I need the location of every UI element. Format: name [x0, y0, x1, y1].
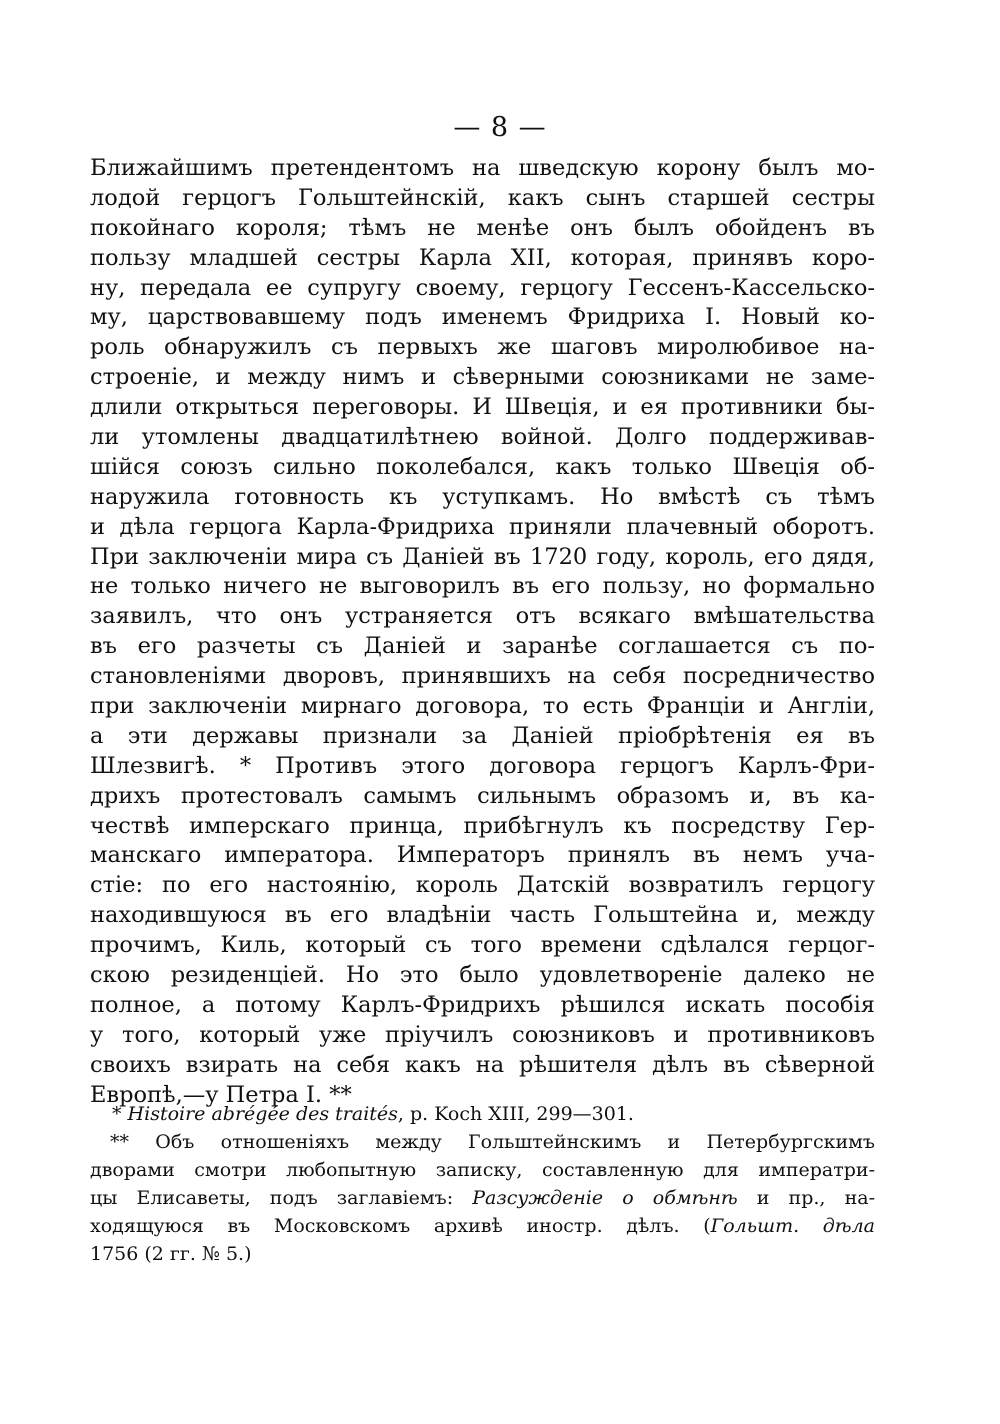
text-line: чествѣ имперскаго принца, прибѣгнулъ къ посредству Гер-: [90, 812, 875, 839]
text-line: своихъ взирать на себя какъ на рѣшителя дѣлъ въ сѣверной: [90, 1051, 875, 1078]
text-line: заявилъ, что онъ устраняется отъ всякаго вмѣшательства: [90, 603, 875, 630]
text-line: Шлезвигѣ. * Противъ этого договора герцогъ Карлъ-Фри-: [90, 752, 875, 779]
footnote-text: ходящуюся въ Московскомъ архивѣ иностр. дѣлъ. (: [90, 1215, 711, 1237]
text-line: не только ничего не выговорилъ въ его пользу, но формально: [90, 573, 875, 600]
text-line: роль обнаружилъ съ первыхъ же шаговъ миролюбивое на-: [90, 334, 875, 361]
text-line: становленіями дворовъ, принявшихъ на себя посредничество: [90, 663, 875, 690]
footnote-2-line: [90, 1212, 875, 1240]
footnotes: [90, 1100, 875, 1268]
text-line: длили открыться переговоры. И Швеція, и ея противники бы-: [90, 394, 875, 421]
footnote-text: и пр., на-: [737, 1187, 875, 1209]
text-line: лодой герцогъ Гольштейнскій, какъ сынъ старшей сестры: [90, 184, 875, 211]
footnote-marker: *: [112, 1103, 128, 1125]
main-body-text: [90, 154, 875, 1111]
footnote-2-line: 1756 (2 гг. № 5.): [90, 1243, 252, 1265]
footnote-text: цы Елисаветы, подъ заглавіемъ:: [90, 1187, 473, 1209]
text-line: шійся союзъ сильно поколебался, какъ только Швеція об-: [90, 453, 875, 480]
text-line: стіе: по его настоянію, король Датскій возвратилъ герцогу: [90, 872, 875, 899]
text-line: ну, передала ее супругу своему, герцогу Гессенъ-Кассельско-: [90, 274, 875, 301]
text-line: прочимъ, Киль, который съ того времени сдѣлался герцог-: [90, 932, 875, 959]
footnote-2-line: [90, 1184, 875, 1212]
page-number: — 8 —: [453, 112, 547, 143]
footnote-1: [90, 1100, 875, 1128]
text-line: а эти державы признали за Даніей пріобрѣтенія ея въ: [90, 722, 875, 749]
text-line: у того, который уже пріучилъ союзниковъ и противниковъ: [90, 1021, 875, 1048]
text-line: строеніе, и между нимъ и сѣверными союзниками не заме-: [90, 364, 875, 391]
text-line: му, царствовавшему подъ именемъ Фридриха I. Новый ко-: [90, 304, 875, 331]
text-line: дрихъ протестовалъ самымъ сильнымъ образомъ и, въ ка-: [90, 782, 875, 809]
text-line: Европѣ,—у Петра I. **: [90, 1081, 352, 1108]
text-line: манскаго императора. Императоръ принялъ въ немъ уча-: [90, 842, 875, 869]
text-line: покойнаго короля; тѣмъ не менѣе онъ былъ обойденъ въ: [90, 214, 875, 241]
text-line: скою резиденціей. Но это было удовлетвореніе далеко не: [90, 962, 875, 989]
text-line: въ его разчеты съ Даніей и заранѣе соглашается съ по-: [90, 633, 875, 660]
text-line: и дѣла герцога Карла-Фридриха приняли плачевный оборотъ.: [90, 513, 875, 540]
text-line: полное, а потому Карлъ-Фридрихъ рѣшился искать пособія: [90, 991, 875, 1018]
footnote-2-line: ** Объ отношеніяхъ между Гольштейнскимъ и Петербургскимъ: [110, 1131, 875, 1153]
footnote-title: Гольшт. дѣла: [710, 1215, 875, 1237]
footnote-title: Разсужденіе о обмѣнѣ: [472, 1187, 738, 1209]
footnote-2-line: дворами смотри любопытную записку, составленную для императри-: [90, 1159, 875, 1181]
text-line: Ближайшимъ претендентомъ на шведскую корону былъ мо-: [90, 155, 875, 181]
footnote-title: Histoire abrégée des traités: [127, 1103, 398, 1125]
text-line: При заключеніи мира съ Даніей въ 1720 году, король, его дядя,: [90, 543, 875, 570]
text-line: при заключеніи мирнаго договора, то есть Франціи и Англіи,: [90, 693, 875, 720]
footnote-text: , p. Koch XIII, 299—301.: [397, 1103, 634, 1125]
text-line: ли утомлены двадцатилѣтнею войной. Долго поддерживав-: [90, 424, 875, 451]
text-line: пользу младшей сестры Карла XII, которая, принявъ коро-: [90, 244, 875, 271]
text-line: находившуюся въ его владѣніи часть Гольштейна и, между: [90, 902, 875, 929]
text-line: наружила готовность къ уступкамъ. Но вмѣстѣ съ тѣмъ: [90, 483, 875, 510]
